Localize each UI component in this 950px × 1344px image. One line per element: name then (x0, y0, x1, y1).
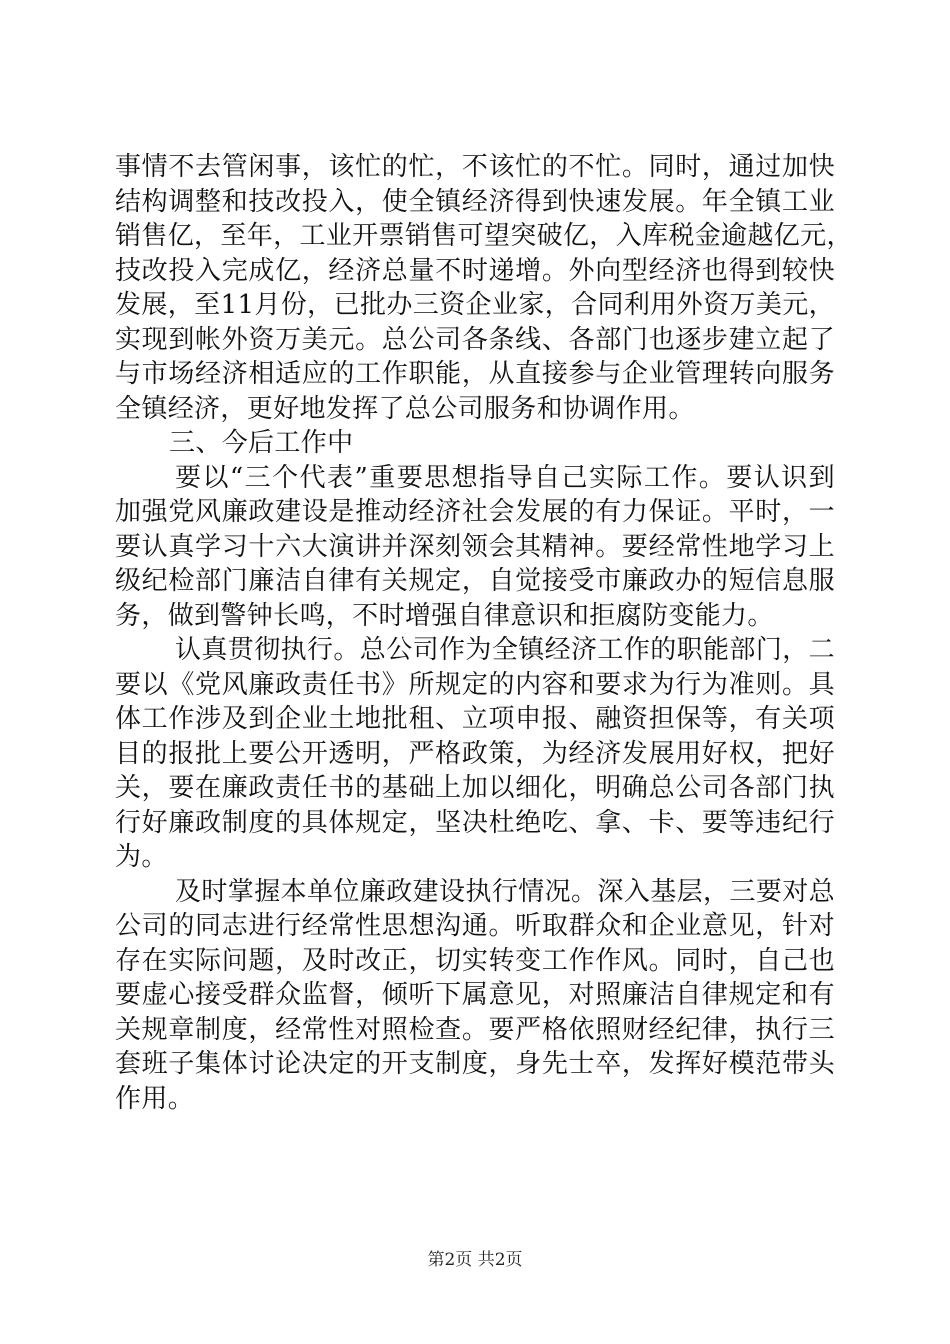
paragraph-first-line: 要以“三个代表”重要思想指导自己实际工作。要认识到 (175, 462, 835, 493)
text-line: 加强党风廉政建设是推动经济社会发展的有力保证。平时，一 (115, 497, 835, 527)
text-line: 级纪检部门廉洁自律有关规定，自觉接受市廉政办的短信息服 (115, 566, 835, 596)
text-line: 行好廉政制度的具体规定，坚决杜绝吃、拿、卡、要等违纪行 (115, 807, 835, 838)
text-line: 技改投入完成亿，经济总量不时递增。外向型经济也得到较快 (115, 255, 835, 286)
text-line: 公司的同志进行经常性思想沟通。听取群众和企业意见，针对 (115, 911, 835, 941)
document-body (115, 150, 853, 1116)
text-line: 要认真学习十六大演讲并深刻领会其精神。要经常性地学习上 (115, 531, 835, 562)
text-line: 存在实际问题，及时改正，切实转变工作作风。同时，自己也 (115, 945, 835, 976)
page-number-label: 第2页 共2页 (427, 1250, 523, 1270)
text-line: 关，要在廉政责任书的基础上加以细化，明确总公司各部门执 (115, 773, 835, 803)
paragraph-first-line: 认真贯彻执行。总公司作为全镇经济工作的职能部门，二 (175, 635, 835, 665)
text-line: 要虚心接受群众监督，倾听下属意见，对照廉洁自律规定和有 (115, 980, 835, 1010)
text-line: 关规章制度，经常性对照检查。要严格依照财经纪律，执行三 (115, 1014, 835, 1045)
page-footer (0, 1245, 950, 1270)
text-line: 目的报批上要公开透明，严格政策，为经济发展用好权，把好 (115, 738, 835, 769)
text-line: 销售亿，至年，工业开票销售可望突破亿，入库税金逾越亿元， (115, 221, 853, 251)
text-line: 发展，至11月份，已批办三资企业家，合同利用外资万美元， (115, 290, 835, 320)
text-line: 全镇经济，更好地发挥了总公司服务和协调作用。 (115, 393, 695, 424)
text-line: 结构调整和技改投入，使全镇经济得到快速发展。年全镇工业 (115, 186, 835, 217)
text-line: 与市场经济相适应的工作职能，从直接参与企业管理转向服务 (115, 359, 835, 389)
text-line: 作用。 (115, 1083, 195, 1114)
paragraph-first-line: 及时掌握本单位廉政建设执行情况。深入基层，三要对总 (175, 876, 835, 907)
text-line: 为。 (115, 842, 168, 872)
text-line: 务，做到警钟长鸣，不时增强自律意识和拒腐防变能力。 (115, 600, 774, 631)
text-line: 套班子集体讨论决定的开支制度，身先士卒，发挥好模范带头 (115, 1049, 835, 1079)
section-heading: 三、今后工作中 (169, 428, 354, 458)
text-line: 要以《党风廉政责任书》所规定的内容和要求为行为准则。具 (115, 669, 835, 700)
text-line: 事情不去管闲事，该忙的忙，不该忙的不忙。同时，通过加快 (115, 152, 835, 182)
text-line: 体工作涉及到企业土地批租、立项申报、融资担保等，有关项 (115, 704, 835, 734)
text-line: 实现到帐外资万美元。总公司各条线、各部门也逐步建立起了 (115, 324, 835, 355)
